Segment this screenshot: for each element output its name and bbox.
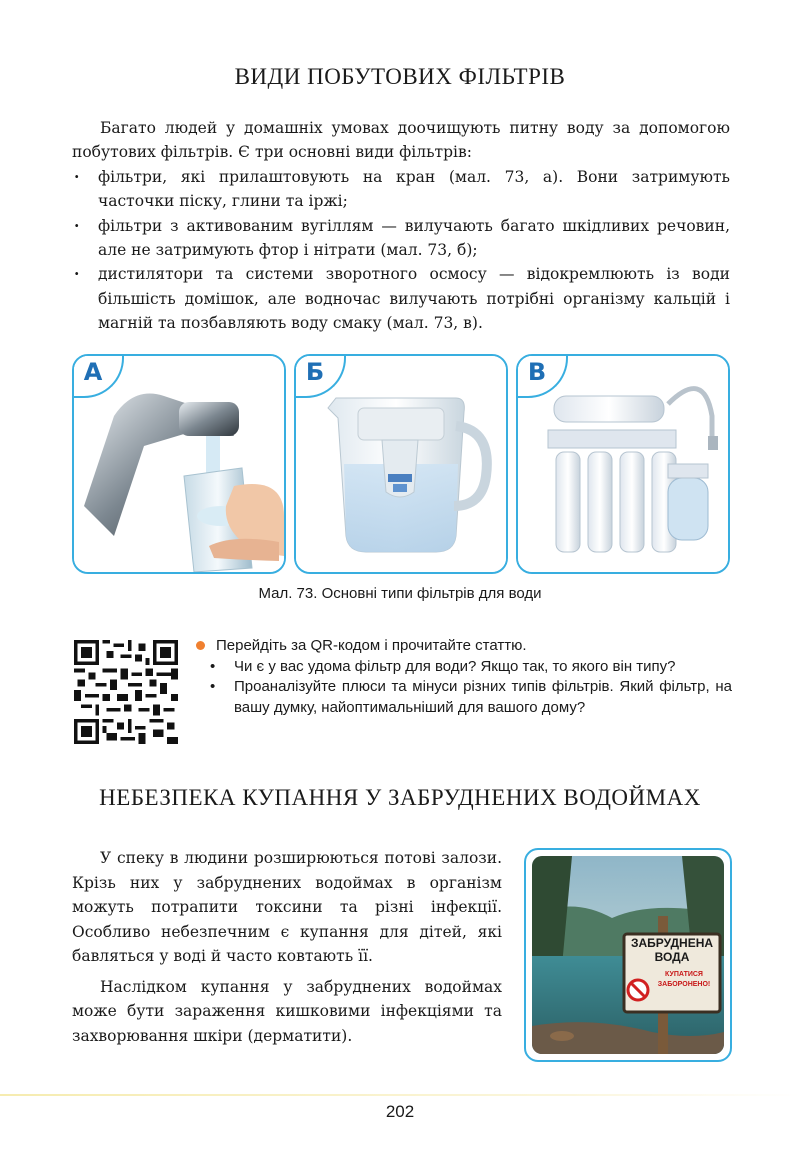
figure-card-b <box>294 354 508 574</box>
figure-caption: Мал. 73. Основні типи фільтрів для води <box>258 585 542 602</box>
qr-task <box>196 636 732 657</box>
card-label-a: А <box>83 358 103 386</box>
filters-text <box>72 116 730 336</box>
qr-task-text: Перейдіть за QR-кодом і прочитайте статтю. <box>216 637 527 654</box>
figure-card-a <box>72 354 286 574</box>
footer-divider <box>0 1094 800 1096</box>
qr-instructions <box>196 636 732 718</box>
qr-questions <box>196 657 732 719</box>
filters-list <box>72 165 730 336</box>
card-label-c: В <box>527 358 547 386</box>
swimming-paragraph: Наслідком купання у забруднених водоймах може бути зараження кишковими інфекціями та захворювання шкіри (дерматити). <box>72 977 502 1045</box>
polluted-water-card <box>524 848 732 1062</box>
sign-line: ВОДА <box>654 950 690 964</box>
sign-line: ЗАБРУДНЕНА <box>630 936 714 950</box>
figure-card-c <box>516 354 730 574</box>
filter-bullet: · дистилятори та системи зворотного осмосу — відокремлюють із води більшість домішок, але водночас вилучають потрібні організму кальцій і магній та позбавляють воду смаку (мал. 73, в). <box>72 262 730 335</box>
sign-line: ЗАБОРОНЕНО! <box>657 981 711 988</box>
orange-bullet-icon <box>196 641 205 650</box>
page-number: 202 <box>385 1102 415 1121</box>
qr-question: • Чи є у вас удома фільтр для води? Якщо так, то якого він типу? <box>234 657 732 678</box>
swimming-text <box>72 846 502 1054</box>
qr-code-icon[interactable] <box>74 640 178 744</box>
section-title-swimming: НЕБЕЗПЕКА КУПАННЯ У ЗАБРУДНЕНИХ ВОДОЙМАХ <box>99 785 701 810</box>
qr-question: • Проаналізуйте плюси та мінуси різних типів фільтрів. Який фільтр, на вашу думку, найоптимальніший для вашого дому? <box>234 677 732 718</box>
sign-line: КУПАТИСЯ <box>665 971 703 978</box>
card-label-b: Б <box>305 358 325 386</box>
filters-intro: Багато людей у домашніх умовах доочищують питну воду за допомогою побутових фільтрів. Є три основні види фільтрів: <box>72 119 730 162</box>
sign-text <box>622 936 722 990</box>
swimming-paragraph: У спеку в людини розширюються потові залози. Крізь них у забруднених водоймах в організм можуть потрапити токсини та різні інфекції. Особливо небезпечним є купання для дітей, які бавляться у воді й часто ковтають її. <box>72 849 502 965</box>
filter-bullet: · фільтри, які прилаштовують на кран (мал. 73, а). Вони затримують часточки піску, глини та іржі; <box>72 165 730 214</box>
filter-bullet: · фільтри з активованим вугіллям — вилучають багато шкідливих речовин, але не затримують фтор і нітрати (мал. 73, б); <box>72 214 730 263</box>
section-title-filters: ВИДИ ПОБУТОВИХ ФІЛЬТРІВ <box>234 64 566 89</box>
